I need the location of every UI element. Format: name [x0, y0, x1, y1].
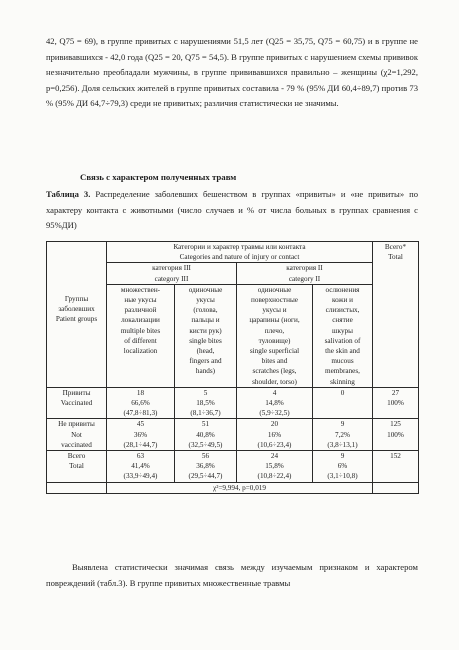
table-row — [47, 482, 419, 493]
table-cell-empty — [47, 482, 107, 493]
row-label-total: Всего Total — [47, 451, 107, 483]
table-cell: 4 14,8% (5,9÷32,5) — [237, 387, 313, 419]
table-cell: 63 41,4% (33,9÷49,4) — [107, 451, 175, 483]
data-table — [46, 241, 419, 494]
categories-header: Категории и характер травмы или контакта Categories and nature of injury or contact — [107, 242, 373, 263]
table-cell: 24 15,8% (10,8÷22,4) — [237, 451, 313, 483]
table-cell-total: 27 100% — [373, 387, 419, 419]
table-caption-text: Распределение заболевших бешенством в группах «привиты» и «не привиты» по характеру контакта с животными (число случаев и % от числа больных в группах сравнения с 95%ДИ) — [46, 189, 419, 231]
row-label-not-vaccinated: Не привиты Not vaccinated — [47, 419, 107, 451]
total-header: Всего* Total — [373, 242, 419, 388]
table-cell: 45 36% (28,1÷44,7) — [107, 419, 175, 451]
table-cell-empty — [373, 482, 419, 493]
col-header-multiple-bites: множествен- ные укусы различной локализации multiple bites of different localization — [107, 284, 175, 387]
category-3-header: категория III category III — [107, 263, 237, 284]
table-cell: 0 — [313, 387, 373, 419]
table-caption — [46, 187, 418, 234]
section-heading: Связь с характером полученных травм — [80, 172, 237, 182]
table-cell: 18 66,6% (47,8÷81,3) — [107, 387, 175, 419]
table-cell: 56 36,8% (29,5÷44,7) — [175, 451, 237, 483]
paragraph-bottom: Выявлена статистически значимая связь между изучаемым признаком и характером повреждений (табл.3). В группе привитых множественные травмы — [46, 562, 418, 588]
chi-square-stat: χ²=9,994, p=0,019 — [107, 482, 373, 493]
table-row — [47, 451, 419, 483]
col-header-salivation: ослюнения кожи и слизистых, снятие шкуры salivation of the skin and mucous membranes, skinning — [313, 284, 373, 387]
paragraph-top: 42, Q75 = 69), в группе привитых с нарушениями 51,5 лет (Q25 = 35,75, Q75 = 60,75) и в группе не прививавшихся - 42,0 года (Q25 = 20, Q75 = 54,5). В группе привитых с нарушением схемы прививок незначительно преобладали мужчины, в группе прививавшихся правильно – женщины (χ2=1,292, p=0,256). Доля сельских жителей в группе привитых составила - 79 % (95% ДИ 60,4÷89,7) против 73 % (95% ДИ 64,7÷79,3) среди не привитых; различия статистически не значимы. — [46, 36, 418, 109]
table-cell: 9 6% (3,1÷10,8) — [313, 451, 373, 483]
col-header-superficial-bites: одиночные поверхностные укусы и царапины (ноги, плечо, туловище) single superficial bites and scratches (legs, shoulder, torso) — [237, 284, 313, 387]
col-header-single-bites: одиночные укусы (голова, пальцы и кисти рук) single bites (head, fingers and hands) — [175, 284, 237, 387]
table-cell-total: 125 100% — [373, 419, 419, 451]
table-cell: 9 7,2% (3,8÷13,1) — [313, 419, 373, 451]
table-caption-label: Таблица 3. — [46, 189, 91, 199]
table-row — [47, 419, 419, 451]
row-label-vaccinated: Привиты Vaccinated — [47, 387, 107, 419]
groups-header: Группы заболевших Patient groups — [47, 242, 107, 388]
category-2-header: категория II category II — [237, 263, 373, 284]
table-cell: 20 16% (10,6÷23,4) — [237, 419, 313, 451]
table-cell: 51 40,8% (32,5÷49,5) — [175, 419, 237, 451]
table-row — [47, 387, 419, 419]
table-cell-total: 152 — [373, 451, 419, 483]
table-cell: 5 18,5% (8,1÷36,7) — [175, 387, 237, 419]
